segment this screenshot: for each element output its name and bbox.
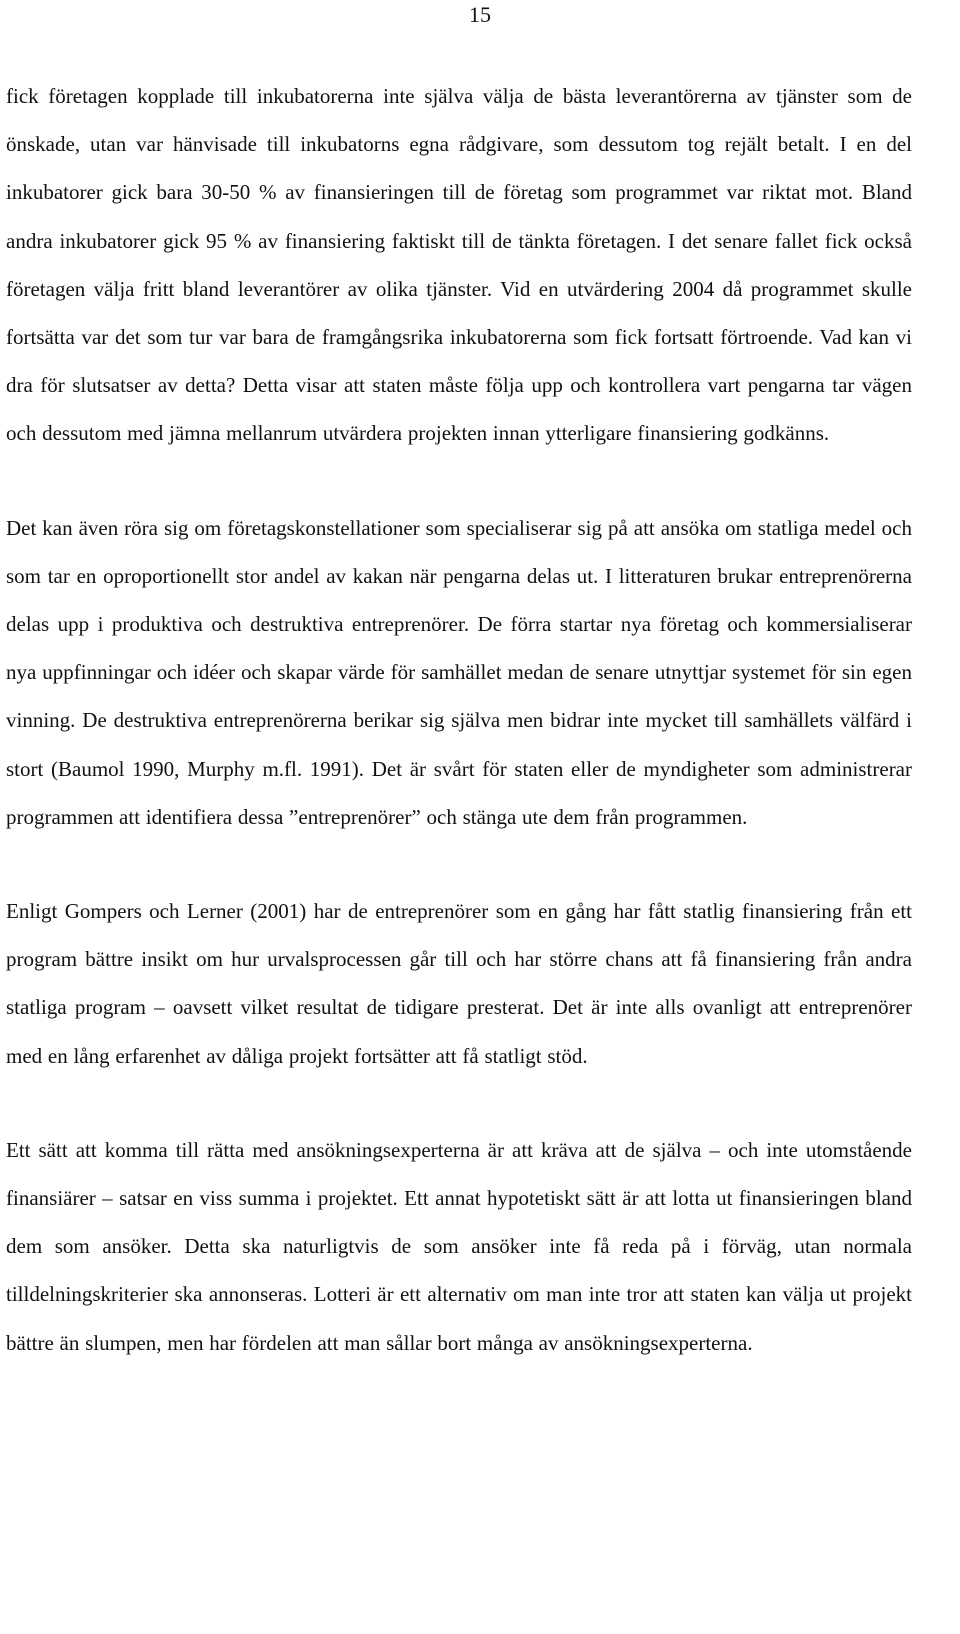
paragraph-1: fick företagen kopplade till inkubatorerna inte själva välja de bästa leverantörerna av tjänster som de önskade, utan var hänvisade till inkubatorns egna rådgivare, som dessutom tog rejält betalt. I en del inkubatorer gick bara 30-50 % av finansieringen till de företag som programmet var riktat mot. Bland andra inkubatorer gick 95 % av finansiering faktiskt till de tänkta företagen. I det senare fallet fick också företagen välja fritt bland leverantörer av olika tjänster. Vid en utvärdering 2004 då programmet skulle fortsätta var det som tur var bara de framgångsrika inkubatorerna som fick fortsatt förtroende. Vad kan vi dra för slutsatser av detta? Detta visar att staten måste följa upp och kontrollera vart pengarna tar vägen och dessutom med jämna mellanrum utvärdera projekten innan ytterligare finansiering godkänns. bbox=[6, 84, 912, 446]
body-text bbox=[6, 72, 912, 1367]
page-number: 15 bbox=[469, 2, 491, 27]
paragraph-2: Det kan även röra sig om företagskonstellationer som specialiserar sig på att ansöka om statliga medel och som tar en oproportionellt stor andel av kakan när pengarna delas ut. I litteraturen brukar entreprenörerna delas upp i produktiva och destruktiva entreprenörer. De förra startar nya företag och kommersialiserar nya uppfinningar och idéer och skapar värde för samhället medan de senare utnyttjar systemet för sin egen vinning. De destruktiva entreprenörerna berikar sig själva men bidrar inte mycket till samhällets välfärd i stort (Baumol 1990, Murphy m.fl. 1991). Det är svårt för staten eller de myndigheter som administrerar programmen att identifiera dessa ”entreprenörer” och stänga ute dem från programmen. bbox=[6, 515, 912, 829]
paragraph-4: Ett sätt att komma till rätta med ansökningsexperterna är att kräva att de själva – och inte utomstående finansiärer – satsar en viss summa i projektet. Ett annat hypotetiskt sätt är att lotta ut finansieringen bland dem som ansöker. Detta ska naturligtvis de som ansöker inte få reda på i förväg, utan normala tilldelningskriterier ska annonseras. Lotteri är ett alternativ om man inte tror att staten kan välja ut projekt bättre än slumpen, men har fördelen att man sållar bort många av ansökningsexperterna. bbox=[6, 1137, 912, 1355]
paragraph-3: Enligt Gompers och Lerner (2001) har de entreprenörer som en gång har fått statlig finansiering från ett program bättre insikt om hur urvalsprocessen går till och har större chans att få finansiering från andra statliga program – oavsett vilket resultat de tidigare presterat. Det är inte alls ovanligt att entreprenörer med en lång erfarenhet av dåliga projekt fortsätter att få statligt stöd. bbox=[6, 899, 912, 1068]
